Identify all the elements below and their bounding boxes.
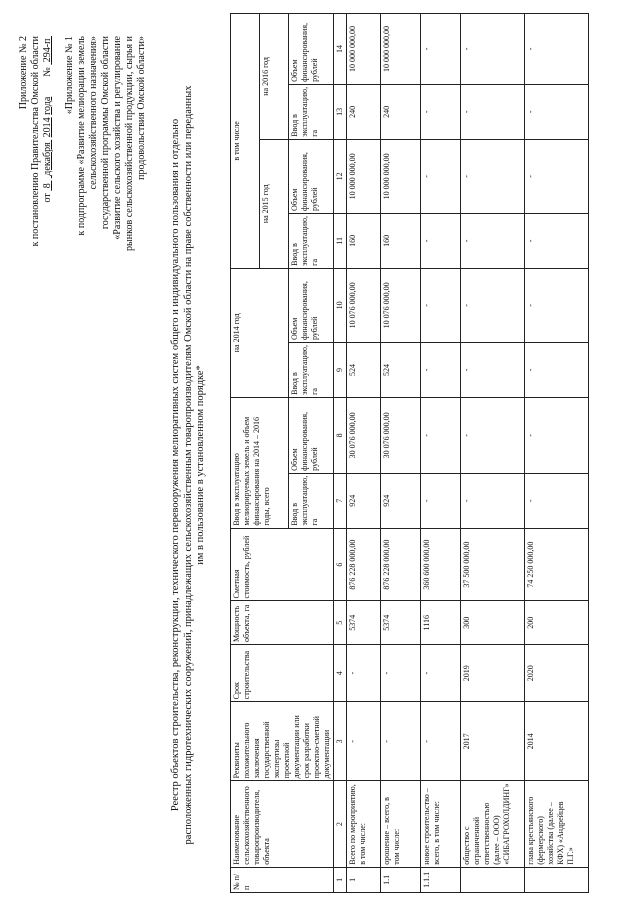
header-name: Наименование сельскохозяйственного товаропроизводителя, объекта (231, 781, 334, 867)
header-total-group: Ввод в эксплуатацию мелиорируемых земель и объем финансирования на 2014 – 2016 годы, всего (231, 397, 289, 528)
col-number: 13 (334, 84, 347, 139)
cell-y15-ha: 160 (381, 213, 421, 268)
header-term: Срок строительства (231, 645, 334, 702)
cell-y16-ha: 240 (381, 84, 421, 139)
col-number: 12 (334, 139, 347, 213)
cell-cost: 876 228 000,00 (347, 528, 381, 601)
col-number: 1 (334, 867, 347, 892)
col-number: 8 (334, 397, 347, 473)
date-day: 8 (42, 183, 53, 189)
cell-y15-rub: 10 000 000,00 (381, 139, 421, 213)
cell-t-ha: 924 (381, 473, 421, 528)
cell-capacity: 200 (525, 601, 589, 645)
header-2016-rub: Объем финансирования, рублей (289, 14, 334, 85)
table-body (347, 14, 589, 893)
cell-num (461, 867, 525, 892)
cell-term: 2019 (461, 645, 525, 702)
col-number: 11 (334, 213, 347, 268)
cell-t-rub: - (421, 397, 461, 473)
header-expertise: Реквизиты положительного заключения государственной экспертизы проектной документации или срок разработки проектно-сметной документации (231, 702, 334, 781)
cell-name: новое строительство – всего, в том числе: (421, 781, 461, 867)
registry-table (230, 13, 589, 893)
header-2015-ha: Ввод в эксплуатацию, га (289, 213, 334, 268)
sub-line-5: рынков сельскохозяйственной продукции, сырья и (124, 36, 135, 251)
header-2015-rub: Объем финансирования, рублей (289, 139, 334, 213)
sub-line-3: государственной программы Омской области (100, 36, 111, 230)
header-capacity: Мощность объекта, га (231, 601, 334, 645)
col-number: 9 (334, 343, 347, 398)
cell-expertise: 2014 (525, 702, 589, 781)
cell-cost: 876 228 000,00 (381, 528, 421, 601)
table-row (381, 14, 421, 893)
header-2014-ha: Ввод в эксплуатацию, га (289, 343, 334, 398)
table-row (461, 14, 525, 893)
cell-capacity: 1116 (421, 601, 461, 645)
date-prefix: от (42, 193, 53, 203)
sub-line-4: «Развитие сельского хозяйства и регулирование (112, 36, 123, 240)
cell-y15-ha: - (421, 213, 461, 268)
cell-y14-rub: - (525, 268, 589, 342)
cell-t-ha: - (525, 473, 589, 528)
cell-y15-ha: - (461, 213, 525, 268)
column-number-row (334, 14, 347, 893)
cell-t-ha: - (421, 473, 461, 528)
cell-y16-rub: - (461, 14, 525, 85)
sub-appendix: «Приложение № 1 (64, 36, 75, 115)
table-row (525, 14, 589, 893)
col-number: 6 (334, 528, 347, 601)
cell-num: 1 (347, 867, 381, 892)
cell-y16-rub: 10 000 000,00 (347, 14, 381, 85)
col-number: 10 (334, 268, 347, 342)
cell-y16-rub: - (525, 14, 589, 85)
decree-line: к постановлению Правительства Омской области (30, 36, 41, 247)
cell-y14-ha: 524 (381, 343, 421, 398)
cell-y15-rub: - (421, 139, 461, 213)
cell-term: - (381, 645, 421, 702)
number-prefix: № (42, 67, 53, 77)
cell-y15-rub: - (525, 139, 589, 213)
cell-expertise: 2017 (461, 702, 525, 781)
cell-t-rub: 30 076 000,00 (347, 397, 381, 473)
header-year-2014: на 2014 год (231, 268, 289, 397)
table-row (347, 14, 381, 893)
cell-cost: 37 500 000,00 (461, 528, 525, 601)
cell-y16-ha: - (461, 84, 525, 139)
cell-t-rub: - (525, 397, 589, 473)
header-including: в том числе (231, 14, 260, 269)
number-value: 294-п (42, 38, 53, 63)
cell-y14-ha: - (525, 343, 589, 398)
cell-y15-ha: 160 (347, 213, 381, 268)
date-month: декабря (42, 142, 53, 176)
cell-y14-ha: 524 (347, 343, 381, 398)
col-number: 14 (334, 14, 347, 85)
cell-t-rub: - (461, 397, 525, 473)
cell-y16-ha: 240 (347, 84, 381, 139)
header-cost: Сметная стоимость, рублей (231, 528, 334, 601)
cell-y14-rub: - (461, 268, 525, 342)
cell-y16-rub: 10 000 000,00 (381, 14, 421, 85)
col-number: 2 (334, 781, 347, 867)
sub-line-2: сельскохозяйственного назначения» (88, 36, 99, 190)
header-2014-rub: Объем финансирования, рублей (289, 268, 334, 342)
cell-term: 2020 (525, 645, 589, 702)
cell-y16-ha: - (525, 84, 589, 139)
cell-capacity: 5374 (347, 601, 381, 645)
cell-term: - (421, 645, 461, 702)
header-num: № п/п (231, 867, 334, 892)
decree-date-line (42, 36, 54, 202)
cell-cost: 360 600 000,00 (421, 528, 461, 601)
cell-capacity: 300 (461, 601, 525, 645)
cell-y16-rub: - (421, 14, 461, 85)
cell-num: 1.1.1 (421, 867, 461, 892)
cell-term: - (347, 645, 381, 702)
cell-t-rub: 30 076 000,00 (381, 397, 421, 473)
cell-y14-ha: - (421, 343, 461, 398)
cell-y15-ha: - (525, 213, 589, 268)
cell-expertise: - (347, 702, 381, 781)
header-year-2016: на 2016 год (260, 14, 289, 140)
col-number: 3 (334, 702, 347, 781)
cell-num (525, 867, 589, 892)
cell-capacity: 5374 (381, 601, 421, 645)
document-title: Реестр объектов строительства, реконструкции, технического перевооружения мелиоративных систем общего и индивидуального пользования и отдельно расположенных гидротехнических сооружений, принадлежащих сельскохозяйственным товаропроизводителям Омской области на праве собственности или переданных им в пользование в установленном порядке* (170, 85, 206, 845)
date-year: 2014 (42, 117, 53, 138)
cell-name: Всего по мероприятию, в том числе: (347, 781, 381, 867)
cell-y14-ha: - (461, 343, 525, 398)
table-row (421, 14, 461, 893)
cell-t-ha: 924 (347, 473, 381, 528)
cell-y16-ha: - (421, 84, 461, 139)
cell-expertise: - (421, 702, 461, 781)
cell-y15-rub: 10 000 000,00 (347, 139, 381, 213)
header-total-ha: Ввод в эксплуатацию, га (289, 473, 334, 528)
cell-y14-rub: 10 076 000,00 (347, 268, 381, 342)
col-number: 4 (334, 645, 347, 702)
appendix-line: Приложение № 2 (18, 36, 29, 110)
cell-name: глава крестьянского (фермерского) хозяйства (далее – КФХ) «Андрейцев П.Г.» (525, 781, 589, 867)
cell-y14-rub: 10 076 000,00 (381, 268, 421, 342)
cell-t-ha: - (461, 473, 525, 528)
header-year-2015: на 2015 год (260, 139, 289, 268)
header-2016-ha: Ввод в эксплуатацию, га (289, 84, 334, 139)
col-number: 7 (334, 473, 347, 528)
col-number: 5 (334, 601, 347, 645)
cell-name: орошение – всего, в том числе: (381, 781, 421, 867)
cell-y14-rub: - (421, 268, 461, 342)
header-total-rub: Объем финансирования, рублей (289, 397, 334, 473)
cell-cost: 74 250 000,00 (525, 528, 589, 601)
date-word: года (42, 96, 53, 115)
cell-num: 1.1 (381, 867, 421, 892)
sub-line-6: продовольствия Омской области» (136, 36, 147, 180)
cell-name: общество с ограниченной ответственностью (далее – ООО) «СИБАГРОХОЛДИНГ» (461, 781, 525, 867)
cell-y15-rub: - (461, 139, 525, 213)
sub-line-1: к подпрограмме «Развитие мелиорации земель (76, 36, 87, 236)
cell-expertise: - (381, 702, 421, 781)
